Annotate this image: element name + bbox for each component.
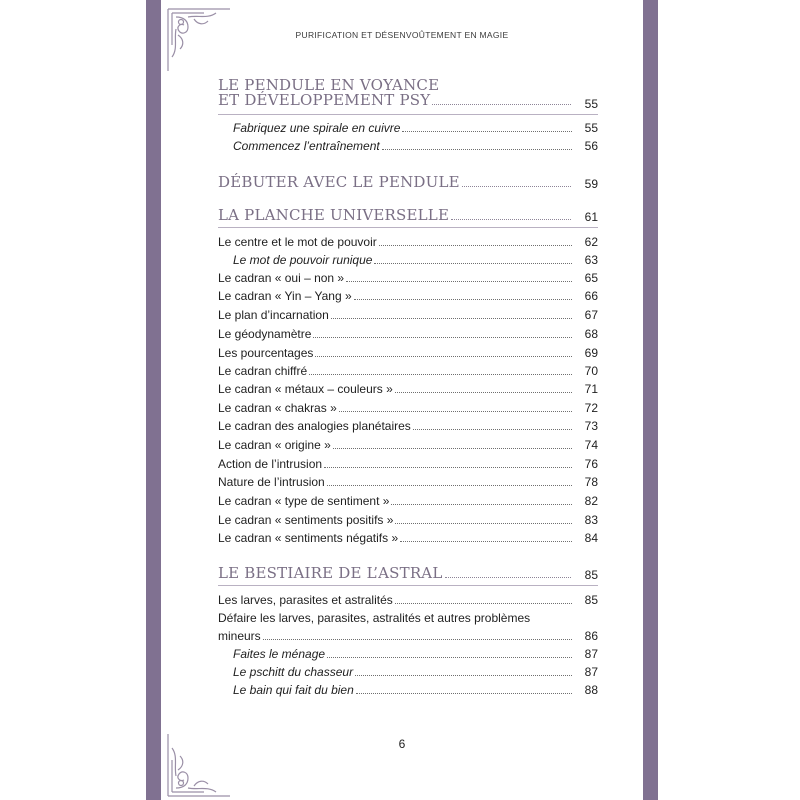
toc-entry: Commencez l’entraînement 56 — [233, 139, 598, 153]
section-rule — [218, 585, 598, 586]
running-head: PURIFICATION ET DÉSENVOÛTEMENT EN MAGIE — [295, 30, 509, 40]
section-heading-line: LA PLANCHE UNIVERSELLE — [218, 206, 450, 224]
section-heading — [218, 78, 574, 108]
toc-entry: Le cadran « métaux – couleurs » 71 — [218, 382, 598, 396]
toc-entry: Défaire les larves, parasites, astralités et autres problèmes — [218, 611, 531, 625]
corner-ornament-icon — [164, 5, 234, 75]
toc-entry: Le cadran « chakras » 72 — [218, 401, 598, 415]
page-number: 6 — [398, 737, 406, 751]
toc-entry: Le cadran « sentiments négatifs » 84 — [218, 531, 598, 545]
section-heading — [218, 566, 574, 581]
section-heading — [218, 208, 574, 223]
toc-entry: Le pschitt du chasseur 87 — [233, 665, 598, 679]
toc-entry: Le cadran « type de sentiment » 82 — [218, 494, 598, 508]
toc-entry: Le cadran « sentiments positifs » 83 — [218, 513, 598, 527]
section-rule — [218, 114, 598, 115]
toc-entry: Le mot de pouvoir runique 63 — [233, 253, 598, 267]
toc-entry: Les pourcentages 69 — [218, 346, 598, 360]
section-heading-line: LE BESTIAIRE DE L’ASTRAL — [218, 564, 443, 582]
section-rule — [218, 227, 598, 228]
section-page-number: 85 — [584, 568, 598, 582]
toc-entry: Le cadran chiffré 70 — [218, 364, 598, 378]
toc-entry: Fabriquez une spirale en cuivre 55 — [233, 121, 598, 135]
section-heading — [218, 175, 574, 190]
toc-entry: Nature de l’intrusion 78 — [218, 475, 598, 489]
toc-entry: Action de l’intrusion 76 — [218, 457, 598, 471]
toc-entry: Le géodynamètre 68 — [218, 327, 598, 341]
toc-entry: Les larves, parasites et astralités 85 — [218, 593, 598, 607]
toc-entry: Le cadran « origine » 74 — [218, 438, 598, 452]
toc-entry: Le plan d’incarnation 67 — [218, 308, 598, 322]
section-heading-line: LE PENDULE EN VOYANCE — [218, 76, 440, 94]
toc-entry: Faites le ménage 87 — [233, 647, 598, 661]
book-page — [161, 0, 643, 800]
section-page-number: 55 — [584, 97, 598, 111]
toc-entry: mineurs 86 — [218, 629, 598, 643]
toc-entry: Le cadran « Yin – Yang » 66 — [218, 289, 598, 303]
toc-entry: Le bain qui fait du bien 88 — [233, 683, 598, 697]
section-page-number: 61 — [584, 210, 598, 224]
section-page-number: 59 — [584, 177, 598, 191]
toc-entry: Le cadran des analogies planétaires 73 — [218, 419, 598, 433]
section-heading-line: ET DÉVELOPPEMENT PSY — [218, 91, 431, 109]
toc-entry: Le centre et le mot de pouvoir 62 — [218, 235, 598, 249]
section-heading-line: DÉBUTER AVEC LE PENDULE — [218, 173, 460, 191]
toc-entry: Le cadran « oui – non » 65 — [218, 271, 598, 285]
